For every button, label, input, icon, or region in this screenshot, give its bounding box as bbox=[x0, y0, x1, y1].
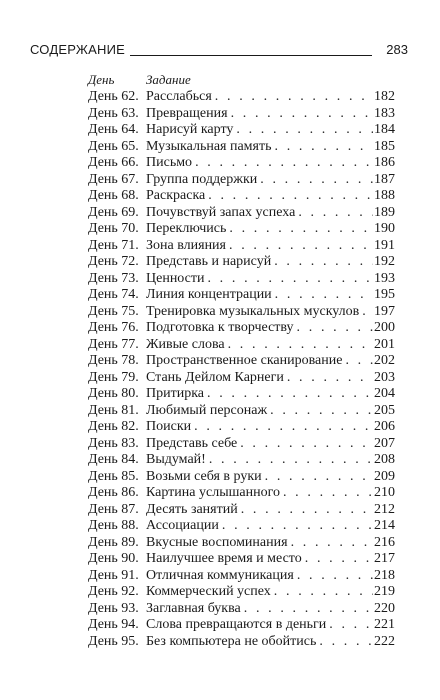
toc-entry-day: День 69. bbox=[88, 204, 139, 220]
toc-entry-dot-leader bbox=[195, 155, 373, 172]
column-header-day: День bbox=[88, 72, 115, 87]
toc-entry-day: День 68. bbox=[88, 188, 139, 203]
toc-entry-page: 218 bbox=[374, 567, 395, 583]
toc-entry-title: Картина услышанного bbox=[146, 485, 280, 500]
toc-entry-title: Ценности bbox=[146, 270, 205, 286]
toc-entry-day: День 92. bbox=[88, 584, 139, 599]
toc-entry-title: Превращения bbox=[146, 105, 228, 121]
toc-entry-dot-leader bbox=[297, 568, 373, 585]
toc-entry-day: День 81. bbox=[88, 402, 139, 418]
toc-entry-page: 207 bbox=[374, 435, 395, 451]
toc-entry-dot-leader bbox=[244, 601, 373, 618]
toc-entry-dot-leader bbox=[362, 304, 373, 321]
toc-entry-day: День 87. bbox=[88, 501, 139, 517]
toc-entry-title: Десять занятий bbox=[146, 501, 238, 517]
toc-entry-day: День 83. bbox=[88, 435, 139, 451]
toc-entry bbox=[88, 419, 395, 436]
toc-entry-title: Выдумай! bbox=[146, 452, 206, 467]
toc-entry bbox=[88, 436, 395, 453]
toc-entry-page: 222 bbox=[374, 633, 395, 649]
toc-entry-dot-leader bbox=[236, 122, 373, 139]
toc-entry-dot-leader bbox=[345, 353, 373, 370]
toc-entry bbox=[88, 485, 395, 502]
toc-entry bbox=[88, 139, 395, 156]
toc-entry-page: 183 bbox=[374, 105, 395, 121]
toc-entry-title: Расслабься bbox=[146, 89, 212, 104]
toc-entry-dot-leader bbox=[287, 370, 373, 387]
toc-entry bbox=[88, 304, 395, 321]
toc-entry-page: 219 bbox=[374, 584, 395, 599]
toc-entry-title: Тренировка музыкальных мускулов bbox=[146, 303, 360, 319]
toc-entry-title: Представь и нарисуй bbox=[146, 254, 272, 269]
toc-entry bbox=[88, 205, 395, 222]
toc-entry-day: День 66. bbox=[88, 155, 139, 170]
toc-entry-dot-leader bbox=[240, 436, 373, 453]
toc-entry-page: 200 bbox=[374, 320, 395, 335]
toc-entry-title: Нарисуй карту bbox=[146, 122, 234, 137]
toc-entry bbox=[88, 320, 395, 337]
toc-entry-day: День 64. bbox=[88, 122, 139, 137]
toc-entry-page: 191 bbox=[374, 237, 395, 253]
toc-entry bbox=[88, 403, 395, 420]
column-header-task: Задание bbox=[146, 72, 191, 87]
running-head-rule bbox=[130, 55, 372, 56]
toc-entry-day: День 73. bbox=[88, 270, 139, 286]
toc-entry bbox=[88, 551, 395, 568]
toc-entry-day: День 94. bbox=[88, 617, 139, 632]
toc-entry-page: 206 bbox=[374, 419, 395, 434]
toc-entry-day: День 74. bbox=[88, 287, 139, 302]
toc-entry-day: День 78. bbox=[88, 353, 139, 368]
toc-entry bbox=[88, 469, 395, 486]
toc-entry bbox=[88, 617, 395, 634]
toc-entry bbox=[88, 601, 395, 618]
toc-entry-dot-leader bbox=[209, 452, 373, 469]
toc-entry-dot-leader bbox=[215, 89, 373, 106]
toc-entry-page: 188 bbox=[374, 188, 395, 203]
toc-entry-title: Без компьютера не обойтись bbox=[146, 633, 317, 649]
toc-entry bbox=[88, 271, 395, 288]
toc-entry-title: Зона влияния bbox=[146, 237, 226, 253]
toc-entry-day: День 95. bbox=[88, 633, 139, 649]
toc-entry-page: 203 bbox=[374, 369, 395, 385]
toc-entry-dot-leader bbox=[194, 419, 373, 436]
toc-entry-dot-leader bbox=[297, 320, 373, 337]
table-of-contents bbox=[88, 89, 395, 650]
toc-entry-title: Раскраска bbox=[146, 188, 206, 203]
toc-entry-page: 204 bbox=[374, 386, 395, 401]
toc-entry-day: День 72. bbox=[88, 254, 139, 269]
toc-entry-title: Отличная коммуникация bbox=[146, 567, 294, 583]
toc-entry-title: Наилучшее время и место bbox=[146, 551, 302, 566]
toc-entry bbox=[88, 172, 395, 189]
toc-entry-dot-leader bbox=[291, 535, 373, 552]
toc-entry bbox=[88, 254, 395, 271]
toc-entry-day: День 77. bbox=[88, 336, 139, 352]
toc-entry-title: Письмо bbox=[146, 155, 193, 170]
toc-entry bbox=[88, 634, 395, 651]
toc-entry-page: 192 bbox=[374, 254, 395, 269]
toc-entry-day: День 86. bbox=[88, 485, 139, 500]
toc-entry-dot-leader bbox=[275, 287, 373, 304]
toc-entry-title: Представь себе bbox=[146, 435, 238, 451]
page-number: 283 bbox=[386, 42, 408, 57]
toc-entry-page: 210 bbox=[374, 485, 395, 500]
toc-entry-day: День 79. bbox=[88, 369, 139, 385]
toc-entry-title: Линия концентрации bbox=[146, 287, 272, 302]
toc-entry-title: Заглавная буква bbox=[146, 600, 241, 616]
toc-entry-title: Стань Дейлом Карнеги bbox=[146, 369, 284, 385]
toc-entry-page: 221 bbox=[374, 617, 395, 632]
toc-entry-day: День 76. bbox=[88, 320, 139, 335]
toc-entry-title: Коммерческий успех bbox=[146, 584, 271, 599]
toc-entry-day: День 80. bbox=[88, 386, 139, 401]
toc-entry-dot-leader bbox=[231, 106, 373, 123]
toc-entry-title: Возьми себя в руки bbox=[146, 468, 262, 484]
toc-entry-dot-leader bbox=[270, 403, 373, 420]
toc-entry-dot-leader bbox=[208, 188, 373, 205]
toc-entry bbox=[88, 89, 395, 106]
toc-entry bbox=[88, 221, 395, 238]
toc-entry-dot-leader bbox=[329, 617, 373, 634]
toc-entry bbox=[88, 287, 395, 304]
toc-entry-page: 182 bbox=[374, 89, 395, 104]
toc-entry-dot-leader bbox=[222, 518, 373, 535]
toc-entry-title: Подготовка к творчеству bbox=[146, 320, 294, 335]
toc-entry-day: День 71. bbox=[88, 237, 139, 253]
toc-entry-day: День 65. bbox=[88, 138, 139, 154]
toc-entry bbox=[88, 568, 395, 585]
toc-entry bbox=[88, 535, 395, 552]
toc-entry bbox=[88, 370, 395, 387]
toc-entry-day: День 67. bbox=[88, 171, 139, 187]
toc-entry-day: День 91. bbox=[88, 567, 139, 583]
toc-entry-page: 208 bbox=[374, 452, 395, 467]
toc-entry-title: Живые слова bbox=[146, 336, 225, 352]
toc-entry-title: Пространственное сканирование bbox=[146, 353, 343, 368]
toc-entry-page: 209 bbox=[374, 468, 395, 484]
toc-entry-day: День 84. bbox=[88, 452, 139, 467]
toc-entry-page: 197 bbox=[374, 303, 395, 319]
toc-entry-dot-leader bbox=[229, 238, 373, 255]
toc-entry-day: День 90. bbox=[88, 551, 139, 566]
toc-entry bbox=[88, 386, 395, 403]
toc-entry bbox=[88, 238, 395, 255]
toc-entry-title: Группа поддержки bbox=[146, 171, 258, 187]
toc-entry bbox=[88, 518, 395, 535]
toc-entry-dot-leader bbox=[207, 271, 373, 288]
toc-entry bbox=[88, 337, 395, 354]
toc-entry-dot-leader bbox=[275, 139, 374, 156]
toc-entry bbox=[88, 188, 395, 205]
toc-entry bbox=[88, 106, 395, 123]
toc-entry-page: 189 bbox=[374, 204, 395, 220]
toc-entry-page: 216 bbox=[374, 534, 395, 550]
toc-entry-title: Притирка bbox=[146, 386, 205, 401]
toc-entry-page: 193 bbox=[374, 270, 395, 286]
running-head-title: СОДЕРЖАНИЕ bbox=[30, 42, 126, 57]
toc-entry bbox=[88, 353, 395, 370]
toc-entry-day: День 85. bbox=[88, 468, 139, 484]
running-head bbox=[30, 40, 408, 60]
toc-entry-dot-leader bbox=[274, 584, 373, 601]
toc-entry-title: Поиски bbox=[146, 419, 192, 434]
toc-entry-dot-leader bbox=[283, 485, 373, 502]
toc-entry-page: 202 bbox=[374, 353, 395, 368]
toc-entry-dot-leader bbox=[319, 634, 373, 651]
toc-entry-page: 214 bbox=[374, 518, 395, 533]
toc-entry bbox=[88, 155, 395, 172]
toc-entry-dot-leader bbox=[274, 254, 373, 271]
toc-entry-dot-leader bbox=[260, 172, 373, 189]
toc-entry-page: 220 bbox=[374, 600, 395, 616]
toc-entry bbox=[88, 122, 395, 139]
toc-entry-day: День 62. bbox=[88, 89, 139, 104]
toc-entry-page: 190 bbox=[374, 221, 395, 236]
toc-entry-day: День 88. bbox=[88, 518, 139, 533]
toc-entry-page: 195 bbox=[374, 287, 395, 302]
toc-entry-page: 186 bbox=[374, 155, 395, 170]
toc-entry-dot-leader bbox=[229, 221, 373, 238]
toc-entry-page: 187 bbox=[374, 171, 395, 187]
toc-entry-day: День 89. bbox=[88, 534, 139, 550]
toc-entry-page: 185 bbox=[374, 138, 395, 154]
toc-entry-title: Любимый персонаж bbox=[146, 402, 268, 418]
toc-entry-dot-leader bbox=[241, 502, 373, 519]
toc-entry bbox=[88, 452, 395, 469]
toc-entry-title: Переключись bbox=[146, 221, 227, 236]
toc-entry-day: День 82. bbox=[88, 419, 139, 434]
toc-entry-page: 184 bbox=[374, 122, 395, 137]
toc-entry-page: 201 bbox=[374, 336, 395, 352]
toc-entry-day: День 70. bbox=[88, 221, 139, 236]
toc-entry-title: Вкусные воспоминания bbox=[146, 534, 288, 550]
toc-entry-day: День 93. bbox=[88, 600, 139, 616]
toc-entry-day: День 75. bbox=[88, 303, 139, 319]
toc-entry-title: Почувствуй запах успеха bbox=[146, 204, 296, 220]
toc-entry-title: Слова превращаются в деньги bbox=[146, 617, 327, 632]
toc-entry-dot-leader bbox=[298, 205, 373, 222]
toc-entry-page: 212 bbox=[374, 501, 395, 517]
toc-entry-dot-leader bbox=[228, 337, 373, 354]
toc-entry bbox=[88, 584, 395, 601]
toc-entry-dot-leader bbox=[305, 551, 373, 568]
toc-entry-day: День 63. bbox=[88, 105, 139, 121]
toc-entry-dot-leader bbox=[265, 469, 373, 486]
toc-entry-dot-leader bbox=[207, 386, 373, 403]
toc-entry bbox=[88, 502, 395, 519]
toc-entry-page: 217 bbox=[374, 551, 395, 566]
toc-entry-page: 205 bbox=[374, 402, 395, 418]
toc-entry-title: Ассоциации bbox=[146, 518, 219, 533]
toc-entry-title: Музыкальная память bbox=[146, 138, 272, 154]
